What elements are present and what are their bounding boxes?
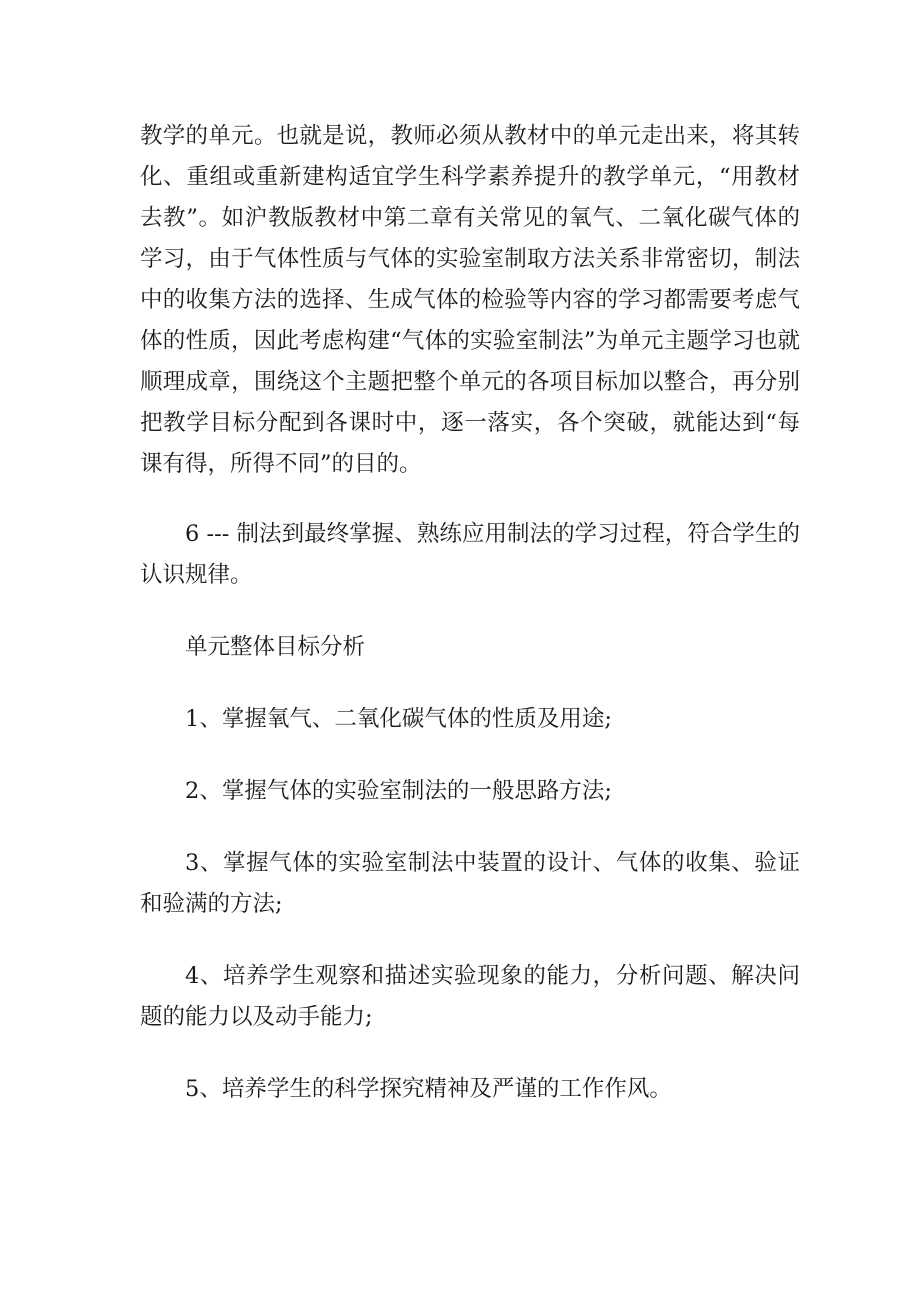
goal-item-5: 5、培养学生的科学探究精神及严谨的工作作风。 <box>185 1076 672 1102</box>
paragraph-unit-restructuring: 教学的单元。也就是说，教师必须从教材中的单元走出来，将其转化、重组或重新建构适宜学生科学素养提升的教学单元，“用教材去教”。如沪教版教材中第二章有关常见的氧气、二氧化碳气体的学习，由于气体性质与气体的实验室制取方法关系非常密切，制法中的收集方法的选择、生成气体的检验等内容的学习都需要考虑气体的性质，因此考虑构建“气体的实验室制法”为单元主题学习也就顺理成章，围绕这个主题把整个单元的各项目标加以整合，再分别把教学目标分配到各课时中，逐一落实，各个突破，就能达到“每课有得，所得不同”的目的。 <box>140 123 800 477</box>
goal-item-1: 1、掌握氧气、二氧化碳气体的性质及用途; <box>185 706 612 732</box>
goal-item-2: 2、掌握气体的实验室制法的一般思路方法; <box>185 778 612 804</box>
goal-item-3: 3、掌握气体的实验室制法中装置的设计、气体的收集、验证和验满的方法; <box>140 850 800 917</box>
paragraph-learning-process: 6 --- 制法到最终掌握、熟练应用制法的学习过程，符合学生的认识规律。 <box>140 521 800 588</box>
section-heading-unit-goals: 单元整体目标分析 <box>185 634 366 660</box>
document-body <box>140 116 800 1110</box>
goal-item-4: 4、培养学生观察和描述实验现象的能力，分析问题、解决问题的能力以及动手能力; <box>140 963 800 1030</box>
